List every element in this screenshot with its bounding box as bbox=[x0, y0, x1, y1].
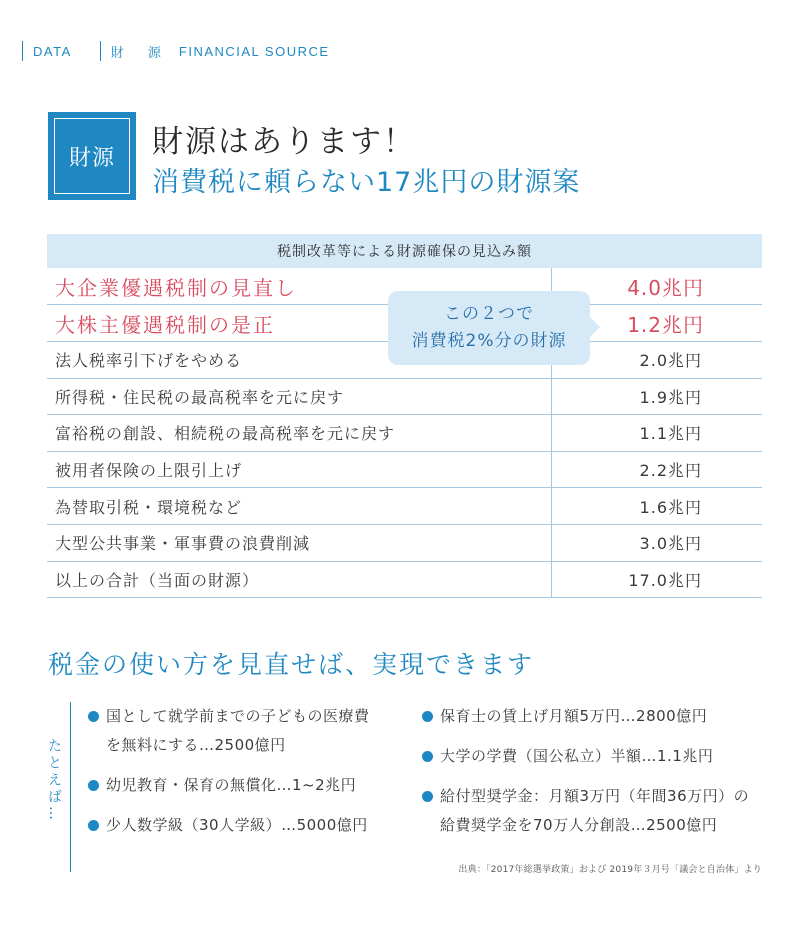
right-item-list bbox=[420, 702, 770, 851]
bullet-icon bbox=[422, 711, 433, 722]
table-row bbox=[47, 379, 762, 416]
bullet-icon bbox=[422, 751, 433, 762]
row-value: 2.0兆円 bbox=[639, 351, 702, 371]
page-title: 財源はあります！ bbox=[152, 124, 416, 160]
item-text: 給付型奨学金：月額3万円（年間36万円）の bbox=[440, 787, 750, 805]
row-value: 3.0兆円 bbox=[639, 534, 702, 554]
list-item bbox=[420, 782, 770, 840]
row-label: 大型公共事業・軍事費の浪費削減 bbox=[47, 525, 552, 561]
item-text: 大学の学費（国公私立）半額…1.1兆円 bbox=[440, 747, 714, 765]
header-divider bbox=[100, 41, 101, 61]
page-subtitle: 消費税に頼らない17兆円の財源案 bbox=[152, 167, 581, 198]
callout-line2: 消費税2%分の財源 bbox=[411, 331, 567, 351]
table-row bbox=[47, 562, 762, 599]
section-badge bbox=[48, 112, 136, 200]
row-label: 大企業優遇税制の見直し bbox=[47, 268, 552, 304]
header-divider bbox=[22, 41, 23, 61]
side-label: たとえば… bbox=[46, 738, 62, 823]
row-label: 為替取引税・環境税など bbox=[47, 488, 552, 524]
row-value: 2.2兆円 bbox=[639, 461, 702, 481]
row-label: 富裕税の創設、相続税の最高税率を元に戻す bbox=[47, 415, 552, 451]
list-item bbox=[86, 702, 406, 760]
callout-bubble bbox=[388, 291, 590, 365]
row-value: 4.0兆円 bbox=[627, 275, 704, 300]
table-row bbox=[47, 488, 762, 525]
table-row bbox=[47, 415, 762, 452]
list-item bbox=[86, 771, 406, 800]
row-value: 17.0兆円 bbox=[628, 570, 702, 590]
item-text: 少人数学級（30人学級）…5000億円 bbox=[106, 816, 368, 834]
row-value: 1.9兆円 bbox=[639, 387, 702, 407]
table-row bbox=[47, 525, 762, 562]
row-label: 法人税率引下げをやめる bbox=[47, 342, 552, 378]
item-text: 保育士の賃上げ月額5万円…2800億円 bbox=[440, 707, 708, 725]
row-value: 1.6兆円 bbox=[639, 497, 702, 517]
row-label: 大株主優遇税制の是正 bbox=[47, 305, 552, 341]
table-row bbox=[47, 452, 762, 489]
source-note: 出典：「2017年総選挙政策」および 2019年３月号「議会と自治体」より bbox=[458, 865, 762, 875]
list-item bbox=[86, 811, 406, 840]
row-label: 所得税・住民税の最高税率を元に戻す bbox=[47, 379, 552, 415]
row-value: 1.2兆円 bbox=[627, 312, 704, 337]
row-label: 以上の合計（当面の財源） bbox=[47, 562, 552, 598]
callout-line1: この２つで bbox=[444, 304, 534, 324]
item-text: 給費奨学金を70万人分創設…2500億円 bbox=[440, 816, 718, 834]
item-text: を無料にする…2500億円 bbox=[106, 736, 286, 754]
list-item bbox=[420, 742, 770, 771]
side-divider bbox=[70, 702, 71, 872]
bullet-icon bbox=[88, 711, 99, 722]
header-section-en: FINANCIAL SOURCE bbox=[178, 43, 330, 59]
row-value: 1.1兆円 bbox=[639, 424, 702, 444]
header-tag: DATA bbox=[33, 43, 72, 59]
left-item-list bbox=[86, 702, 406, 851]
list-item bbox=[420, 702, 770, 731]
revenue-table bbox=[47, 234, 762, 598]
item-text: 国として就学前までの子どもの医療費 bbox=[106, 707, 370, 725]
header-section-ja: 財 源 bbox=[110, 45, 171, 61]
item-text: 幼児教育・保育の無償化…1~2兆円 bbox=[106, 776, 357, 794]
row-label: 被用者保険の上限引上げ bbox=[47, 452, 552, 488]
bullet-icon bbox=[88, 780, 99, 791]
section2-heading: 税金の使い方を見直せば、実現できます bbox=[48, 650, 535, 679]
callout-tail bbox=[588, 315, 600, 339]
bullet-icon bbox=[422, 791, 433, 802]
bullet-icon bbox=[88, 820, 99, 831]
page-header bbox=[22, 40, 330, 62]
badge-label: 財源 bbox=[54, 118, 130, 194]
table-header: 税制改革等による財源確保の見込み額 bbox=[47, 234, 762, 268]
